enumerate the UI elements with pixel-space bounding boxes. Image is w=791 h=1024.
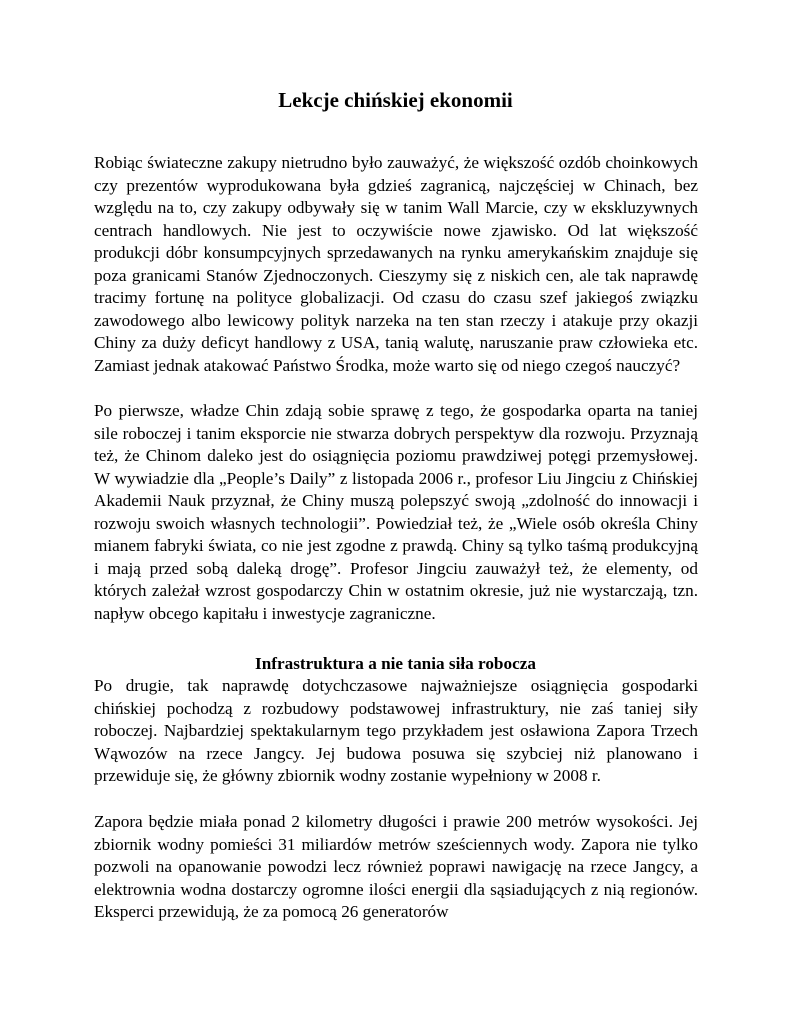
section-heading: Infrastruktura a nie tania siła robocza — [255, 654, 536, 673]
paragraph-second-point: Po drugie, tak naprawdę dotychczasowe najważniejsze osiągnięcia gospodarki chińskiej pochodzą z rozbudowy podstawowej infrastruktury, nie zaś taniej siły roboczej. Najbardziej spektakularnym tego przykładem jest osławiona Zapora Trzech Wąwozów na rzece Jangcy. Jej budowa posuwa się szybciej niż planowano i przewiduje się, że główny zbiornik wodny zostanie wypełniony w 2008 r. — [94, 676, 698, 785]
paragraph-first-point: Po pierwsze, władze Chin zdają sobie sprawę z tego, że gospodarka oparta na taniej sile roboczej i tanim eksporcie nie stwarza dobrych perspektyw dla rozwoju. Przyznają też, że Chinom daleko jest do osiągnięcia poziomu prawdziwej potęgi przemysłowej. W wywiadzie dla „People’s Daily” z listopada 2006 r., profesor Liu Jingciu z Chińskiej Akademii Nauk przyznał, że Chiny muszą polepszyć swoją „zdolność do innowacji i rozwoju swoich własnych technologii”. Powiedział też, że „Wiele osób określa Chiny mianem fabryki świata, co nie jest zgodne z prawdą. Chiny są tylko taśmą produkcyjną i mają przed sobą daleką drogę”. Profesor Jingciu zauważył też, że elementy, od których zależał wzrost gospodarczy Chin w ostatnim okresie, już nie wystarczają, tzn. napływ obcego kapitału i inwestycje zagraniczne. — [94, 401, 698, 623]
paragraph-intro: Robiąc świateczne zakupy nietrudno było zauważyć, że większość ozdób choinkowych czy prezentów wyprodukowana była gdzieś zagranicą, najczęściej w Chinach, bez względu na to, czy zakupy odbywały się w tanim Wall Marcie, czy w ekskluzywnych centrach handlowych. Nie jest to oczywiście nowe zjawisko. Od lat większość produkcji dóbr konsumpcyjnych sprzedawanych na rynku amerykańskim znajduje się poza granicami Stanów Zjednoczonych. Cieszymy się z niskich cen, ale tak naprawdę tracimy fortunę na polityce globalizacji. Od czasu do czasu szef jakiegoś związku zawodowego albo lewicowy polityk narzeka na ten stan rzeczy i atakuje przy okazji Chiny za duży deficyt handlowy z USA, tanią walutę, naruszanie praw człowieka etc. Zamiast jednak atakować Państwo Środka, może warto się od niego czegoś nauczyć? — [94, 153, 698, 375]
document-title: Lekcje chińskiej ekonomii — [278, 88, 513, 112]
paragraph-dam-details: Zapora będzie miała ponad 2 kilometry długości i prawie 200 metrów wysokości. Jej zbiornik wodny pomieści 31 miliardów metrów sześciennych wody. Zapora nie tylko pozwoli na opanowanie powodzi lecz również poprawi nawigację na rzece Jangcy, a elektrownia wodna dostarczy ogromne ilości energii dla sąsiadujących z nią regionów. Eksperci przewidują, że za pomocą 26 generatorów — [94, 812, 698, 921]
